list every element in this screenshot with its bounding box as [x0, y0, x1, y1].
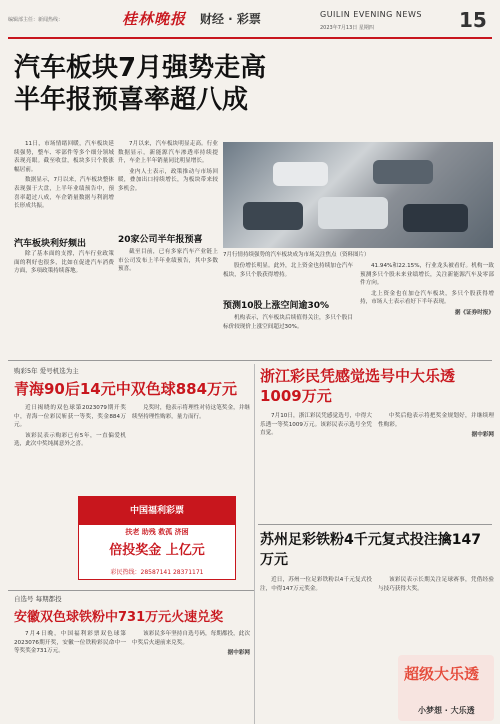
ad-phone: 彩民热线：28587141 28371171: [110, 569, 204, 576]
story-column: [260, 412, 372, 440]
lead-column-1b: [14, 250, 114, 278]
paragraph: 7月10日，浙江彩民凭感觉选号，中得大乐透一等奖1009万元。该彩民表示选号全凭直觉。: [260, 413, 372, 437]
story-kicker: 购彩5年 爱号机选为主: [14, 367, 79, 375]
ad-band: 中国福利彩票: [79, 497, 235, 525]
header-rule: [8, 37, 492, 39]
lead-subhead-2: 20家公司半年报预喜: [118, 235, 203, 245]
newspaper-logo: 桂林晚报: [122, 10, 187, 28]
section-divider: [8, 590, 254, 591]
lead-headline: [14, 52, 494, 116]
lead-headline-line2: 半年报预喜率超八成: [14, 85, 249, 115]
welfare-lottery-ad: [78, 496, 236, 580]
paragraph: 近日，苏州一位足彩铁粉以4千元复式投注，中得147万元奖金。: [260, 577, 372, 592]
byline: 据中彩网: [227, 650, 250, 657]
lead-column-3b: [223, 314, 353, 333]
story-headline: 苏州足彩铁粉4千元复式投注擒147万元: [260, 532, 481, 568]
paragraph: 该彩民多年坚持自选号码，每期都投，此次中奖后火速前来兑奖。: [132, 631, 250, 646]
column-divider: [254, 364, 255, 724]
super-lotto-badge: [398, 655, 494, 721]
story-column: [260, 576, 372, 595]
page-number: 15: [459, 8, 487, 32]
car-shape: [243, 202, 303, 230]
paragraph: 该彩民表示长期关注足球赛事，凭借经验与技巧获得大奖。: [378, 577, 494, 592]
story-column: [14, 404, 126, 451]
lead-headline-line1: 汽车板块7月强势走高: [14, 53, 267, 83]
paragraph: 截至目前，已有多家汽车产业链上市公司发布上半年业绩预告，其中多数预喜。: [118, 249, 218, 273]
story-headline: 安徽双色球铁粉中731万元火速兑奖: [14, 610, 224, 625]
badge-slogan: 小梦想 · 大乐透: [418, 706, 475, 715]
lead-column-3: [223, 262, 353, 281]
byline: 据中彩网: [471, 432, 494, 439]
section-divider: [258, 524, 492, 525]
car-shape: [273, 162, 328, 186]
paragraph: 近日揭晓的双色球第2023079期开奖中，青海一位彩民斩获一等奖，奖金884万元。: [14, 405, 126, 429]
story-column: [378, 412, 494, 442]
lead-subhead-3: 预测10股上涨空间逾30%: [223, 301, 330, 311]
paragraph: 11日，市场情绪回暖，汽车板块延续强势，整车、零部件等多个细分领域表现亮眼。截至收盘，板块多只个股涨幅居前。: [14, 141, 114, 173]
car-shape: [373, 160, 433, 184]
paragraph: 数据显示，7月以来，汽车板块整体表现强于大盘，上半年业绩预告中，预喜率超过八成，车企销量数据与利润增长形成共振。: [14, 177, 114, 210]
page-header: [0, 0, 500, 40]
ad-prize: 倍投奖金 上亿元: [109, 543, 205, 558]
lead-column-1: [14, 140, 114, 213]
paper-name-en: GUILIN EVENING NEWS: [320, 10, 422, 19]
section-divider: [8, 360, 492, 361]
story-column: [132, 404, 250, 423]
lead-column-2b: [118, 248, 218, 276]
story-column: [378, 576, 494, 595]
car-parking-photo: [223, 142, 493, 248]
paragraph: 7月以来，汽车板块明显走高。行业数据显示，新能源汽车渗透率持续提升，车企上半年销量同比明显增长。: [118, 141, 218, 165]
lead-column-4: [360, 262, 494, 320]
lead-column-2: [118, 140, 218, 196]
ad-slogan: 扶老 助残 救孤 济困: [125, 528, 189, 536]
badge-title: 超级大乐透: [404, 665, 480, 683]
paragraph: 中奖后他表示将把奖金规划好，并继续理性购彩。: [378, 413, 494, 428]
paragraph: 41.94%和22.15%，行业龙头被看好。机构一致预测多只个股未来业绩增长，关注新能源汽车及零部件方向。: [360, 263, 494, 287]
story-headline: 青海90后14元中双色球884万元: [14, 380, 238, 398]
paragraph: 除了基本面的支撑，汽车行业政策面的利好也很多，比如在促进汽车消费方面，多项政策持续落地。: [14, 251, 114, 275]
paragraph: 北上资金也在加仓汽车板块，多只个股获得增持，市场人士表示看好下半年表现。: [360, 290, 494, 306]
photo-caption: 7月行情持续强势的汽车板块成为市场关注焦点（资料图片）: [223, 252, 370, 258]
editor-note: 编辑部主任：新闻热线：: [8, 17, 64, 23]
car-shape: [318, 197, 388, 229]
section-title: 财经 · 彩票: [200, 12, 261, 26]
car-shape: [403, 204, 468, 232]
byline: 据《证券时报》: [454, 309, 494, 316]
story-column: [132, 630, 250, 660]
story-kicker: 自选号 每期都投: [14, 595, 62, 603]
paragraph: 业内人士表示，政策推动与市场回暖，叠加出口持续增长，为板块带来较多机会。: [118, 168, 218, 192]
issue-date: 2023年7月13日 星期四: [320, 25, 374, 31]
paragraph: 机构表示，汽车板块后续值得关注，多只个股目标价较现价上涨空间超过30%。: [223, 315, 353, 330]
paragraph: 该彩民表示购彩已有5年，一直偏爱机选，此次中奖纯属意外之喜。: [14, 432, 126, 448]
story-column: [14, 630, 126, 658]
paragraph: 股份增长明显。此外，北上资金也持续加仓汽车板块，多只个股获得增持。: [223, 263, 353, 278]
paragraph: 7月4日晚，中国福利彩票双色球第2023076期开奖，安徽一位铁粉彩民命中一等奖奖金731万元。: [14, 631, 126, 655]
lead-subhead-1: 汽车板块利好频出: [14, 239, 87, 249]
story-headline: 浙江彩民凭感觉选号中大乐透1009万元: [260, 367, 456, 405]
paragraph: 兑奖时，他表示将理性对待这笔奖金，并继续坚持理性购彩，量力而行。: [132, 405, 250, 420]
